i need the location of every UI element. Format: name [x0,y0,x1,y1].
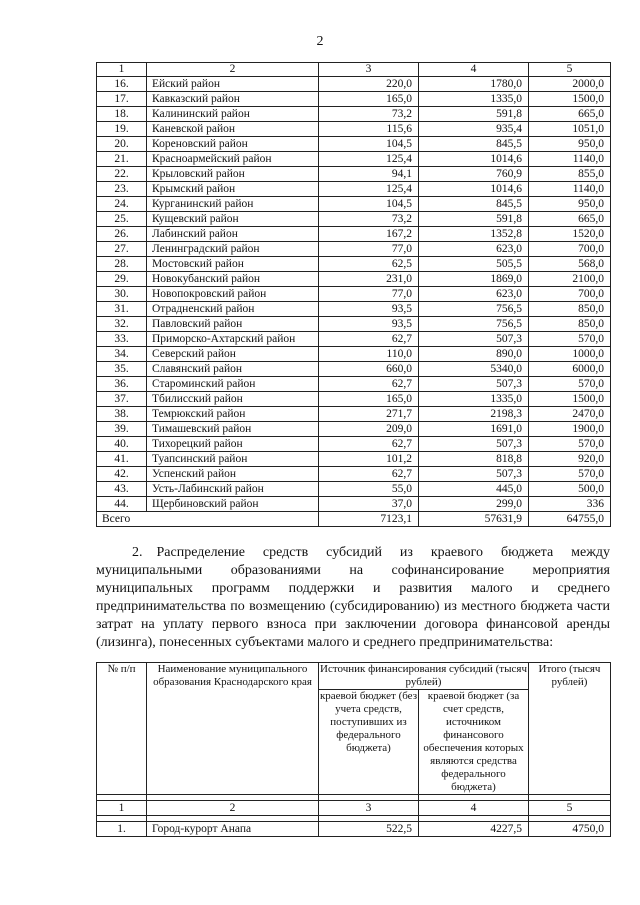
regional-budget-value: 522,5 [319,822,419,837]
federal-funded-value: 507,3 [419,437,529,452]
federal-funded-value: 818,8 [419,452,529,467]
total-value: 570,0 [529,332,611,347]
total-value: 700,0 [529,287,611,302]
federal-funded-value: 890,0 [419,347,529,362]
row-number: 29. [97,272,147,287]
total-regional-budget: 7123,1 [319,512,419,527]
federal-funded-value: 507,3 [419,332,529,347]
table-row [97,407,611,422]
total-value: 4750,0 [529,822,611,837]
district-name: Отрадненский район [147,302,319,317]
district-name: Кущевский район [147,212,319,227]
row-number: 38. [97,407,147,422]
total-value: 336 [529,497,611,512]
regional-budget-value: 93,5 [319,302,419,317]
table-row [97,257,611,272]
table-row [97,182,611,197]
table-row [97,167,611,182]
row-number: 17. [97,92,147,107]
row-number: 22. [97,167,147,182]
regional-budget-value: 93,5 [319,317,419,332]
regional-budget-value: 77,0 [319,242,419,257]
district-name: Темрюкский район [147,407,319,422]
row-number: 24. [97,197,147,212]
table-row [97,287,611,302]
column-number: 2 [147,801,319,816]
row-number: 21. [97,152,147,167]
column-number: 4 [419,801,529,816]
table-row [97,92,611,107]
row-number: 1. [97,822,147,837]
total-value: 665,0 [529,107,611,122]
district-name: Павловский район [147,317,319,332]
federal-funded-value: 760,9 [419,167,529,182]
table-row [97,242,611,257]
district-name: Новокубанский район [147,272,319,287]
regional-budget-value: 104,5 [319,197,419,212]
table-row [97,212,611,227]
federal-funded-value: 623,0 [419,242,529,257]
column-number: 1 [97,63,147,77]
district-name: Красноармейский район [147,152,319,167]
total-value: 570,0 [529,437,611,452]
section-2-paragraph: 2. Распределение средств субсидий из краевого бюджета между муниципальными образованиями на софинансирование мероприятия муниципальных программ поддержки и развития малого и среднего предпринимательства по возмещению (субсидированию) из местного бюджета части затрат на уплату первого взноса при заключении договора финансовой аренды (лизинга), понесенных субъектами малого и среднего предпринимательства: [96,545,610,650]
total-value: 568,0 [529,257,611,272]
table-row [97,482,611,497]
total-value: 1140,0 [529,182,611,197]
table-row [97,422,611,437]
row-number: 20. [97,137,147,152]
column-number: 2 [147,63,319,77]
regional-budget-value: 165,0 [319,392,419,407]
table-row [97,822,611,837]
regional-budget-value: 94,1 [319,167,419,182]
total-value: 1500,0 [529,92,611,107]
column-number: 5 [529,801,611,816]
leasing-subsidy-table [96,662,611,837]
column-number: 3 [319,801,419,816]
total-value: 570,0 [529,467,611,482]
total-value: 665,0 [529,212,611,227]
row-number: 30. [97,287,147,302]
total-value: 1900,0 [529,422,611,437]
district-name: Калининский район [147,107,319,122]
total-value: 1140,0 [529,152,611,167]
regional-budget-value: 220,0 [319,77,419,92]
table-row [97,377,611,392]
total-value: 1051,0 [529,122,611,137]
regional-budget-value: 125,4 [319,182,419,197]
total-value: 950,0 [529,197,611,212]
federal-funded-value: 1352,8 [419,227,529,242]
col-regional-budget-header: краевой бюджет (без учета средств, поступивших из федерального бюджета) [319,690,419,795]
federal-funded-value: 591,8 [419,107,529,122]
regional-budget-value: 101,2 [319,452,419,467]
federal-funded-value: 591,8 [419,212,529,227]
table-row [97,392,611,407]
regional-budget-value: 73,2 [319,212,419,227]
total-row [97,512,611,527]
federal-funded-value: 1014,6 [419,152,529,167]
subsidy-table-continued [96,62,611,527]
table-row [97,437,611,452]
district-name: Славянский район [147,362,319,377]
district-name: Усть-Лабинский район [147,482,319,497]
regional-budget-value: 660,0 [319,362,419,377]
federal-funded-value: 5340,0 [419,362,529,377]
row-number: 40. [97,437,147,452]
regional-budget-value: 73,2 [319,107,419,122]
total-value: 950,0 [529,137,611,152]
federal-funded-value: 507,3 [419,377,529,392]
total-value: 500,0 [529,482,611,497]
row-number: 27. [97,242,147,257]
regional-budget-value: 62,7 [319,437,419,452]
federal-funded-value: 623,0 [419,287,529,302]
district-name: Каневской район [147,122,319,137]
federal-funded-value: 1869,0 [419,272,529,287]
regional-budget-value: 62,7 [319,377,419,392]
row-number: 44. [97,497,147,512]
federal-funded-value: 1780,0 [419,77,529,92]
row-number: 32. [97,317,147,332]
total-value: 920,0 [529,452,611,467]
table-row [97,317,611,332]
regional-budget-value: 125,4 [319,152,419,167]
district-name: Новопокровский район [147,287,319,302]
federal-funded-value: 1335,0 [419,92,529,107]
federal-funded-value: 1014,6 [419,182,529,197]
district-name: Щербиновский район [147,497,319,512]
row-number: 31. [97,302,147,317]
district-name: Курганинский район [147,197,319,212]
federal-funded-value: 1691,0 [419,422,529,437]
regional-budget-value: 167,2 [319,227,419,242]
district-name: Крымский район [147,182,319,197]
total-value: 850,0 [529,317,611,332]
column-number: 1 [97,801,147,816]
regional-budget-value: 115,6 [319,122,419,137]
regional-budget-value: 77,0 [319,287,419,302]
table-row [97,347,611,362]
column-number: 4 [419,63,529,77]
table-row [97,122,611,137]
total-value: 1000,0 [529,347,611,362]
col-total-header: Итого (тысяч рублей) [529,663,611,795]
table-row [97,272,611,287]
total-value: 2000,0 [529,77,611,92]
col-source-header: Источник финансирования субсидий (тысяч рублей) [320,663,527,688]
regional-budget-value: 110,0 [319,347,419,362]
federal-funded-value: 845,5 [419,137,529,152]
row-number: 19. [97,122,147,137]
total-value: 6000,0 [529,362,611,377]
district-name: Ейский район [147,77,319,92]
row-number: 33. [97,332,147,347]
federal-funded-value: 505,5 [419,257,529,272]
district-name: Староминский район [147,377,319,392]
row-number: 41. [97,452,147,467]
col-name-header: Наименование муниципального образования Краснодарского края [147,663,319,795]
district-name: Город-курорт Анапа [147,822,319,837]
row-number: 28. [97,257,147,272]
table-row [97,197,611,212]
regional-budget-value: 37,0 [319,497,419,512]
row-number: 35. [97,362,147,377]
federal-funded-value: 299,0 [419,497,529,512]
table-row [97,77,611,92]
district-name: Мостовский район [147,257,319,272]
regional-budget-value: 231,0 [319,272,419,287]
district-name: Тихорецкий район [147,437,319,452]
regional-budget-value: 55,0 [319,482,419,497]
table-row [97,332,611,347]
table-row [97,362,611,377]
federal-funded-value: 4227,5 [419,822,529,837]
regional-budget-value: 62,7 [319,332,419,347]
federal-funded-value: 445,0 [419,482,529,497]
total-value: 855,0 [529,167,611,182]
total-federal-funded: 57631,9 [419,512,529,527]
federal-funded-value: 756,5 [419,317,529,332]
col-federal-funded-header: краевой бюджет (за счет средств, источником финансового обеспечения которых являются средства федерального бюджета) [419,690,529,795]
district-name: Приморско-Ахтарский район [147,332,319,347]
district-name: Кореновский район [147,137,319,152]
district-name: Ленинградский район [147,242,319,257]
column-number-row [97,801,611,816]
row-number: 18. [97,107,147,122]
row-number: 23. [97,182,147,197]
total-value: 2100,0 [529,272,611,287]
district-name: Туапсинский район [147,452,319,467]
row-number: 42. [97,467,147,482]
district-name: Лабинский район [147,227,319,242]
table-row [97,137,611,152]
district-name: Успенский район [147,467,319,482]
row-number: 26. [97,227,147,242]
total-value: 1500,0 [529,392,611,407]
row-number: 16. [97,77,147,92]
total-value: 850,0 [529,302,611,317]
total-value: 700,0 [529,242,611,257]
total-label: Всего [97,512,319,527]
regional-budget-value: 209,0 [319,422,419,437]
total-value: 1520,0 [529,227,611,242]
regional-budget-value: 62,5 [319,257,419,272]
row-number: 36. [97,377,147,392]
col-number-header: № п/п [97,663,147,795]
row-number: 39. [97,422,147,437]
federal-funded-value: 2198,3 [419,407,529,422]
table-row [97,497,611,512]
federal-funded-value: 1335,0 [419,392,529,407]
regional-budget-value: 165,0 [319,92,419,107]
federal-funded-value: 845,5 [419,197,529,212]
table-row [97,152,611,167]
federal-funded-value: 756,5 [419,302,529,317]
federal-funded-value: 507,3 [419,467,529,482]
regional-budget-value: 62,7 [319,467,419,482]
column-number: 3 [319,63,419,77]
total-sum: 64755,0 [529,512,611,527]
table-row [97,107,611,122]
page-number: 2 [316,34,324,49]
table-row [97,227,611,242]
row-number: 34. [97,347,147,362]
column-number: 5 [529,63,611,77]
total-value: 2470,0 [529,407,611,422]
district-name: Крыловский район [147,167,319,182]
table-row [97,467,611,482]
row-number: 25. [97,212,147,227]
column-number-row [97,63,611,77]
district-name: Тимашевский район [147,422,319,437]
table-row [97,452,611,467]
district-name: Кавказский район [147,92,319,107]
federal-funded-value: 935,4 [419,122,529,137]
district-name: Северский район [147,347,319,362]
regional-budget-value: 104,5 [319,137,419,152]
row-number: 43. [97,482,147,497]
total-value: 570,0 [529,377,611,392]
district-name: Тбилисский район [147,392,319,407]
table-row [97,302,611,317]
row-number: 37. [97,392,147,407]
regional-budget-value: 271,7 [319,407,419,422]
